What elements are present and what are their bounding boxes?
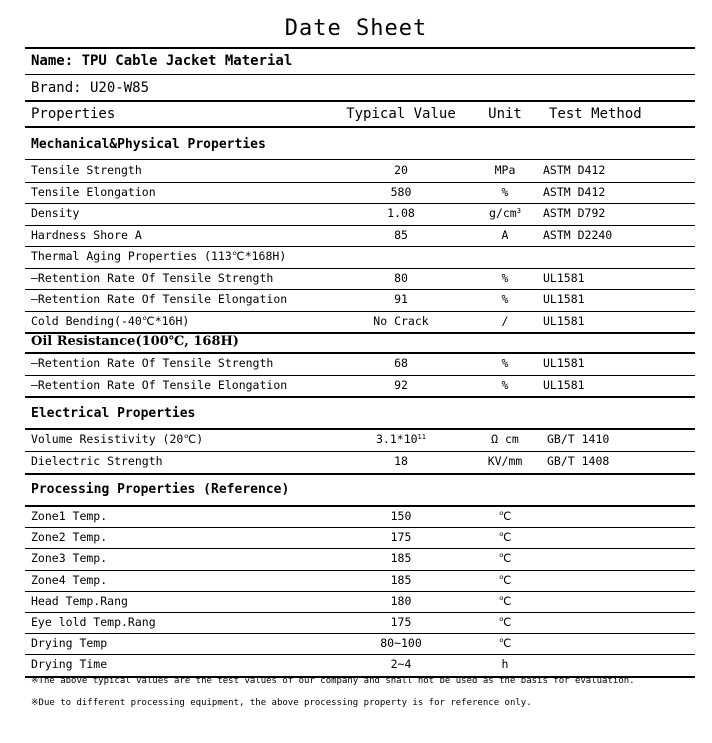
unit-exponent: 3 [516, 207, 521, 215]
typical-value [335, 206, 467, 220]
property-name: Tensile Elongation [31, 184, 156, 199]
divider [25, 159, 695, 160]
typical-value [335, 314, 467, 328]
table-header [25, 106, 695, 126]
document-title: Date Sheet [284, 16, 428, 41]
divider [25, 47, 695, 49]
divider [25, 473, 695, 475]
divider [25, 548, 695, 549]
typical-value [335, 530, 467, 544]
typical-value [335, 292, 467, 306]
unit-text: % [501, 377, 509, 392]
unit-text: MPa [494, 163, 516, 177]
table-row [25, 356, 695, 375]
unit [475, 314, 535, 328]
typical-value-text: 2~4 [390, 657, 412, 672]
section-title: Oil Resistance(100℃, 168H) [31, 334, 239, 349]
typical-value [335, 454, 467, 468]
table-row [25, 185, 695, 204]
unit-text: ℃ [498, 530, 512, 545]
unit-text: ℃ [498, 551, 512, 566]
table-row [25, 530, 695, 548]
test-method: UL1581 [543, 292, 585, 306]
unit-text: % [501, 356, 509, 370]
section-title: Mechanical&Physical Properties [31, 137, 266, 152]
typical-value-text: 92 [394, 377, 408, 392]
divider [25, 203, 695, 204]
unit-text: ℃ [498, 615, 512, 629]
table-row [25, 636, 695, 654]
unit [475, 454, 535, 468]
property-name: Zone3 Temp. [31, 551, 108, 566]
typical-value [335, 509, 467, 523]
typical-value-text: 20 [394, 163, 408, 177]
typical-value-text: 3.1*10 [376, 432, 418, 446]
divider [25, 654, 695, 655]
typical-value [335, 636, 467, 650]
property-name: Volume Resistivity (20℃) [31, 432, 204, 446]
unit [475, 432, 535, 446]
test-method: ASTM D412 [543, 163, 606, 177]
typical-value [335, 551, 467, 565]
divider [25, 126, 695, 128]
property-name: Zone4 Temp. [31, 572, 108, 587]
unit-text: % [501, 292, 509, 306]
typical-value [335, 594, 467, 608]
divider [25, 527, 695, 528]
footnote: ※The above typical values are the test values of our company and shall not be used as the basis for evaluation. [31, 676, 635, 686]
typical-value-text: 85 [394, 227, 408, 242]
table-row [25, 206, 695, 225]
table-row [25, 271, 695, 290]
property-name: Drying Temp [31, 636, 108, 651]
typical-value-text: 91 [394, 292, 408, 306]
divider [25, 74, 695, 75]
divider [25, 591, 695, 592]
typical-value-text: 580 [390, 184, 412, 199]
property-name: Eye lold Temp.Rang [31, 615, 156, 629]
unit-text: Ω cm [491, 432, 519, 446]
unit-text: ℃ [498, 509, 512, 523]
section-title: Processing Properties (Reference) [31, 482, 290, 497]
test-method: UL1581 [543, 377, 585, 392]
typical-value [335, 432, 467, 446]
table-row [25, 378, 695, 397]
property-name: Tensile Strength [31, 163, 142, 177]
property-name: —Retention Rate Of Tensile Strength [31, 356, 274, 370]
unit [475, 509, 535, 523]
typical-value-text: 68 [394, 356, 408, 370]
test-method: GB/T 1410 [547, 432, 610, 446]
typical-value-text: 175 [390, 530, 412, 545]
table-row [25, 509, 695, 527]
property-name: Density [31, 206, 80, 220]
typical-value-text: 80 [394, 270, 408, 285]
header-unit: Unit [488, 106, 522, 122]
brand-name: Brand: U20-W85 [31, 80, 150, 96]
test-method: UL1581 [543, 356, 585, 370]
typical-value-text: 185 [390, 572, 412, 587]
divider [25, 375, 695, 376]
property-name: —Retention Rate Of Tensile Strength [31, 270, 274, 285]
divider [25, 182, 695, 183]
property-name: Zone1 Temp. [31, 509, 108, 523]
unit-text: g/cm [489, 206, 517, 220]
table-row [25, 573, 695, 591]
unit-text: % [501, 184, 509, 199]
header-properties: Properties [31, 106, 116, 122]
property-name: Cold Bending(-40℃*16H) [31, 313, 190, 328]
test-method: ASTM D2240 [543, 227, 613, 242]
divider [25, 570, 695, 571]
property-name: Thermal Aging Properties (113℃*168H) [31, 249, 287, 263]
typical-value-text: No Crack [373, 313, 429, 328]
typical-value-text: 18 [394, 454, 408, 468]
table-row [25, 163, 695, 182]
divider [25, 289, 695, 290]
typical-value [335, 185, 467, 199]
property-name: —Retention Rate Of Tensile Elongation [31, 292, 288, 306]
divider [25, 451, 695, 452]
table-row [25, 249, 695, 268]
typical-value [335, 271, 467, 285]
typical-value [335, 356, 467, 370]
typical-value-text: 180 [390, 593, 412, 608]
typical-value-text: 150 [390, 509, 412, 523]
test-method: ASTM D412 [543, 184, 606, 199]
table-row [25, 454, 695, 473]
table-row [25, 594, 695, 612]
unit-text: KV/mm [487, 454, 523, 468]
unit-text: ℃ [498, 636, 512, 651]
unit [475, 228, 535, 242]
unit-text: ℃ [498, 593, 512, 608]
typical-value [335, 657, 467, 671]
unit [475, 530, 535, 544]
typical-value [335, 615, 467, 629]
typical-value [335, 228, 467, 242]
unit [475, 378, 535, 392]
divider [25, 428, 695, 430]
table-row [25, 657, 695, 675]
unit [475, 551, 535, 565]
typical-value [335, 573, 467, 587]
footnote: ※Due to different processing equipment, the above processing property is for reference only. [31, 698, 532, 708]
header-test-method: Test Method [549, 106, 642, 122]
unit-text: h [501, 657, 509, 672]
typical-value-text: 185 [390, 551, 412, 566]
test-method: UL1581 [543, 313, 585, 328]
divider [25, 612, 695, 613]
table-row [25, 314, 695, 333]
property-name: Drying Time [31, 657, 108, 672]
test-method: GB/T 1408 [547, 454, 610, 468]
table-row [25, 228, 695, 247]
table-row [25, 432, 695, 451]
unit-text: / [501, 313, 509, 328]
property-name: Head Temp.Rang [31, 593, 128, 608]
unit [475, 206, 535, 220]
test-method: UL1581 [543, 270, 585, 285]
divider [25, 505, 695, 507]
unit [475, 636, 535, 650]
brand-row [25, 80, 695, 100]
divider [25, 311, 695, 312]
typical-value-text: 1.08 [387, 206, 415, 220]
unit [475, 594, 535, 608]
typical-value-text: 175 [390, 615, 412, 629]
header-typical-value: Typical Value [346, 106, 456, 122]
unit [475, 185, 535, 199]
divider [25, 633, 695, 634]
divider [25, 100, 695, 102]
typical-value-text: 80~100 [380, 636, 422, 651]
unit [475, 271, 535, 285]
unit [475, 657, 535, 671]
divider [25, 396, 695, 398]
typical-value [335, 163, 467, 177]
unit [475, 356, 535, 370]
unit-text: A [501, 227, 509, 242]
name-row [25, 53, 695, 73]
property-name: Hardness Shore A [31, 227, 142, 242]
unit [475, 292, 535, 306]
unit-text: % [501, 270, 509, 285]
unit [475, 163, 535, 177]
divider [25, 225, 695, 226]
unit [475, 615, 535, 629]
property-name: —Retention Rate Of Tensile Elongation [31, 377, 288, 392]
table-row [25, 551, 695, 569]
unit [475, 573, 535, 587]
divider [25, 352, 695, 354]
table-row [25, 292, 695, 311]
table-row [25, 615, 695, 633]
value-exponent: 11 [417, 433, 426, 441]
typical-value [335, 378, 467, 392]
unit-text: ℃ [498, 572, 512, 587]
property-name: Zone2 Temp. [31, 530, 108, 545]
material-name: Name: TPU Cable Jacket Material [31, 53, 293, 69]
property-name: Dielectric Strength [31, 454, 163, 468]
divider [25, 246, 695, 247]
test-method: ASTM D792 [543, 206, 606, 220]
divider [25, 268, 695, 269]
section-title: Electrical Properties [31, 406, 196, 421]
